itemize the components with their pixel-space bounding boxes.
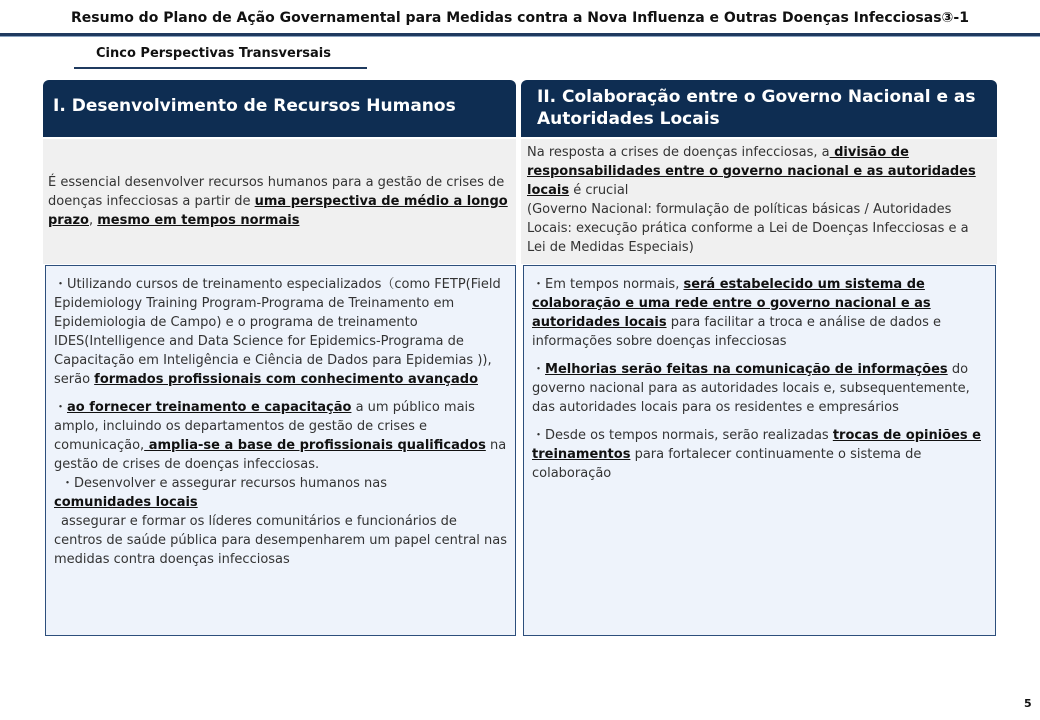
- bullet-collaboration-network: [532, 275, 991, 351]
- bullet-emphasis: formados profissionais com conhecimento avançado: [94, 372, 478, 387]
- summary-text: Na resposta a crises de doenças infecciosas, a: [527, 145, 830, 160]
- bullet-text: para fortalecer continuamente o sistema de colaboração: [532, 447, 922, 481]
- summary-human-resources: [43, 139, 516, 264]
- detail-collaboration: [523, 265, 996, 636]
- bullet-emphasis: amplia-se a base de profissionais qualificados: [144, 438, 486, 453]
- bullet-emphasis: Melhorias serão feitas na comunicação de informações: [545, 362, 948, 377]
- bullet-emphasis: comunidades locais: [54, 495, 198, 510]
- summary-text: É essencial desenvolver recursos humanos para a gestão de crises de doenças infecciosas a partir de: [48, 175, 505, 209]
- summary-note: (Governo Nacional: formulação de políticas básicas / Autoridades Locais: execução prática conforme a Lei de Doenças Infecciosas e a Lei de Medidas Especiais): [527, 202, 969, 255]
- summary-text: ,: [89, 213, 98, 228]
- bullet-exchange: [532, 426, 991, 483]
- bullet-text: ・: [532, 362, 546, 377]
- bullet-text: ・: [54, 400, 68, 415]
- bullet-text: ・Em tempos normais,: [532, 277, 684, 292]
- page-number: 5: [1024, 697, 1032, 710]
- section-subtitle: Cinco Perspectivas Transversais: [96, 46, 331, 61]
- summary-text: é crucial: [569, 183, 629, 198]
- summary-collaboration: [521, 139, 997, 264]
- bullet-emphasis: será estabelecido um sistema de colaboração e uma rede entre o governo nacional e as autoridades locais: [532, 277, 931, 330]
- summary-emphasis: uma perspectiva de médio a longo prazo: [48, 194, 508, 228]
- page-title: Resumo do Plano de Ação Governamental para Medidas contra a Nova Influenza e Outras Doenças Infecciosas③-1: [71, 10, 969, 26]
- bullet-text: do governo nacional para as autoridades locais e, subsequentemente, das autoridades locais para os residentes e empresários: [532, 362, 970, 415]
- bullet-text: para facilitar a troca e análise de dados e informações sobre doenças infecciosas: [532, 315, 942, 349]
- bullet-training-courses: [54, 275, 509, 389]
- bullet-broader-training: [54, 398, 509, 474]
- bullet-emphasis: ao fornecer treinamento e capacitação: [67, 400, 352, 415]
- bullet-text: a um público mais amplo, incluindo os departamentos de gestão de crises e comunicação,: [54, 400, 475, 453]
- bullet-text: ・Desde os tempos normais, serão realizadas: [532, 428, 833, 443]
- bullet-emphasis: trocas de opiniões e treinamentos: [532, 428, 981, 462]
- bullet-text: assegurar e formar os líderes comunitários e funcionários de centros de saúde pública para desempenharem um papel central nas medidas contra doenças infecciosas: [54, 514, 508, 567]
- bullet-text: ・Utilizando cursos de treinamento especializados（como FETP(Field Epidemiology Training Program-Programa de Treinamento em Epidemiologia de Campo) e o programa de treinamento IDES(Intelligence and Data Science for Epidemics-Programa de Capacitação em Inteligência e Ciência de Dados para Epidemias )), serão: [54, 277, 501, 387]
- heading-human-resources: I. Desenvolvimento de Recursos Humanos: [43, 80, 516, 137]
- detail-human-resources: [45, 265, 516, 636]
- summary-emphasis: divisão de responsabilidades entre o governo nacional e as autoridades locais: [527, 145, 976, 198]
- subtitle-underline: [74, 67, 367, 69]
- title-divider-light: [0, 36, 1040, 37]
- bullet-text: na gestão de crises de doenças infecciosas.: [54, 438, 507, 472]
- bullet-text: ・Desenvolver e assegurar recursos humanos nas: [61, 476, 387, 491]
- bullet-communication: [532, 360, 991, 417]
- summary-emphasis: mesmo em tempos normais: [97, 213, 300, 228]
- heading-collaboration: II. Colaboração entre o Governo Nacional e as Autoridades Locais: [521, 80, 997, 137]
- bullet-local-communities: [54, 474, 509, 569]
